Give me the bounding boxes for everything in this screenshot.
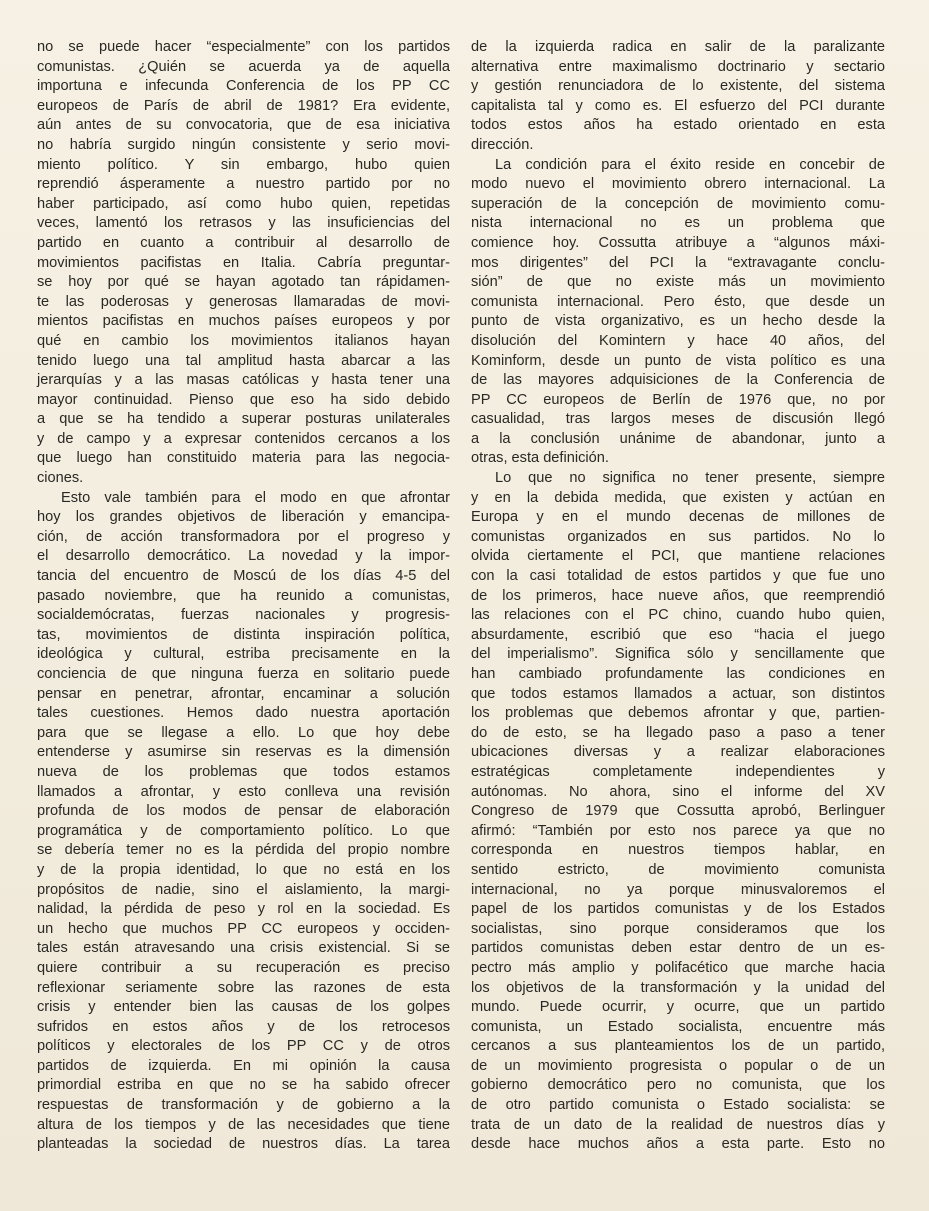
text-line: respuestas de transformación y de gobierno a la: [37, 1097, 450, 1114]
text-line: corresponda en nuestros tiempos hablar, en: [471, 842, 885, 859]
text-line: disolución del Komintern y hace 40 años, del: [471, 332, 885, 349]
text-line: tales cuestiones. Hemos dado nuestra aportación: [37, 705, 450, 722]
text-line: haber participado, así como hubo quien, repetidas: [37, 195, 450, 212]
text-line: con la casi totalidad de estos partidos y que fue uno: [471, 568, 885, 585]
text-line: desde hace muchos años a esta parte. Esto no: [471, 1136, 885, 1153]
text-line: y en la debida medida, que existen y actúan en: [471, 489, 885, 506]
text-line: los problemas que debemos afrontar y que, partien-: [471, 705, 885, 722]
text-line: se hoy por qué se hayan agotado tan rápidamen-: [37, 274, 450, 291]
text-line: mos dirigentes” del PCI la “extravagante conclu-: [471, 254, 885, 271]
text-line: quiere contribuir a su recuperación es preciso: [37, 959, 450, 976]
text-line: todos estos años ha estado orientado en esta: [471, 117, 885, 134]
text-line: afirmó: “También por esto nos parece ya que no: [471, 822, 885, 839]
text-line: comunista, un Estado socialista, encuentre más: [471, 1018, 885, 1035]
text-line: políticos y electorales de los PP CC y de otros: [37, 1038, 450, 1055]
text-line: Esto vale también para el modo en que afrontar: [61, 489, 450, 506]
text-line: tenido luego una tal amplitud hasta abarcar a las: [37, 352, 450, 369]
text-line: modo nuevo el movimiento obrero internacional. La: [471, 176, 885, 193]
text-line: europeos de París de abril de 1981? Era evidente,: [37, 97, 450, 114]
text-line: partidos de izquierda. En mi opinión la causa: [37, 1057, 450, 1074]
text-line: Lo que no significa no tener presente, siempre: [495, 470, 885, 487]
text-line: que todos estamos llamados a actuar, son distintos: [471, 685, 885, 702]
text-line: y de campo y a expresar contenidos cercanos a los: [37, 430, 450, 447]
text-line: el desarrollo democrático. La novedad y la impor-: [37, 548, 450, 565]
text-line: ideológica y cultural, estriba precisamente en la: [37, 646, 450, 663]
text-line: estratégicas completamente independientes y: [471, 763, 885, 780]
text-line: conciencia de que ninguna fuerza en solitario puede: [37, 666, 450, 682]
text-line: ubicaciones diversas y a realizar elaboraciones: [471, 744, 885, 761]
text-line: nalidad, la pérdida de peso y rol en la sociedad. Es: [37, 901, 450, 918]
text-line: partidos comunistas deben estar dentro de un es-: [471, 940, 885, 957]
text-line: pensar en penetrar, afrontar, encaminar a solución: [37, 685, 450, 702]
text-line: alternativa entre maximalismo doctrinario y sectario: [471, 58, 885, 75]
text-line: un hecho que muchos PP CC europeos y occiden-: [37, 920, 450, 937]
text-line: comunistas. ¿Quién se acuerda ya de aquella: [37, 58, 450, 75]
text-line: mundo. Puede ocurrir, y ocurre, que un partido: [471, 999, 885, 1016]
text-line: hoy los grandes objetivos de liberación y emancipa-: [37, 509, 450, 526]
text-line: dirección.: [471, 136, 534, 153]
text-line: te las poderosas y generosas llamaradas de movi-: [37, 293, 450, 310]
text-line: primordial estriba en que no se ha sabido ofrecer: [37, 1077, 450, 1094]
text-line: propósitos de nadie, sino el aislamiento, la margi-: [37, 881, 450, 898]
text-line: capitalista tal y como es. El esfuerzo del PCI durante: [471, 97, 885, 114]
text-line: importuna e infecunda Conferencia de los PP CC: [37, 78, 450, 95]
text-line: socialdemócratas, fuerzas nacionales y progresis-: [37, 607, 450, 624]
text-line: gobierno democrático pero no comunista, que los: [471, 1077, 885, 1094]
text-line: comunista internacional. Pero ésto, que desde un: [471, 293, 885, 310]
text-line: ción, de acción transformadora por el progreso y: [37, 528, 450, 545]
text-line: crisis y entender bien las causas de los golpes: [37, 999, 450, 1016]
text-line: tas, movimientos de distinta inspiración política,: [37, 626, 450, 643]
text-line: absurdamente, escribió que eso “hacia el juego: [471, 626, 885, 643]
text-line: reprendió ásperamente a nuestro partido por no: [37, 176, 450, 193]
text-line: tales están atravesando una crisis existencial. Si se: [37, 940, 450, 957]
text-line: sufridos en estos años y de los retrocesos: [37, 1018, 450, 1035]
text-line: Kominform, desde un punto de vista político es una: [471, 352, 885, 369]
text-line: no habría surgido ningún consistente y serio movi-: [37, 136, 450, 153]
text-line: para que se llegase a ello. Lo que hoy debe: [37, 724, 450, 741]
text-line: a la conclusión unánime de abandonar, junto a: [471, 430, 885, 447]
text-line: veces, lamentó los retrasos y las insuficiencias del: [37, 215, 450, 232]
text-line: no se puede hacer “especialmente” con los partidos: [37, 39, 450, 55]
right-column: [471, 38, 885, 1155]
text-line: comience hoy. Cossutta atribuye a “algunos máxi-: [471, 234, 885, 251]
text-line: socialistas, sino porque consideramos que los: [471, 920, 885, 937]
text-line: pasado noviembre, que ha reunido a comunistas,: [37, 587, 450, 604]
text-line: miento político. Y sin embargo, hubo quien: [37, 156, 450, 173]
text-line: llamados a afrontar, y esto conlleva una revisión: [37, 783, 450, 800]
text-line: partido en cuanto a contribuir al desarrollo de: [37, 234, 450, 251]
text-line: ciones.: [37, 470, 84, 487]
text-line: qué en cambio los movimientos italianos hayan: [37, 332, 450, 349]
text-line: Europa y en el mundo decenas de millones de: [471, 509, 885, 526]
text-line: papel de los partidos comunistas y de los Estados: [471, 901, 885, 918]
text-line: se debería temer no es la pérdida del propio nombre: [37, 842, 450, 859]
text-line: casualidad, tras largos meses de discusión llegó: [471, 411, 885, 428]
text-line: del imperialismo”. Significa sólo y sencillamente que: [471, 646, 885, 663]
text-line: de un movimiento progresista o popular o de un: [471, 1057, 885, 1074]
text-line: de otro partido comunista o Estado socialista: se: [471, 1097, 885, 1114]
text-line: nueva de los problemas que todos estamos: [37, 763, 450, 780]
text-line: Congreso de 1979 que Cossutta aprobó, Berlinguer: [471, 803, 885, 820]
left-column: [37, 38, 450, 1155]
text-line: otras, esta definición.: [471, 450, 609, 467]
text-line: movimientos pacifistas en Italia. Cabría preguntar-: [37, 254, 450, 271]
text-line: pectro más amplio y polifacético que marche hacia: [471, 959, 885, 976]
text-line: los objetivos de la transformación y la unidad del: [471, 979, 885, 996]
text-line: aún antes de su convocatoria, que de esa iniciativa: [37, 117, 450, 134]
text-line: reflexionar seriamente sobre las razones de esta: [37, 979, 450, 996]
text-line: comunistas organizados en sus partidos. No lo: [471, 528, 885, 545]
text-line: nista internacional no es un problema que: [471, 215, 885, 232]
text-line: planteadas la sociedad de nuestros días. La tarea: [37, 1136, 450, 1153]
text-line: autónomas. No ahora, sino el informe del XV: [471, 783, 885, 800]
text-line: mientos pacifistas en muchos países europeos y por: [37, 313, 450, 330]
text-line: superación de la concepción de movimiento comu-: [471, 195, 885, 212]
text-line: tancia del encuentro de Moscú de los días 4-5 del: [37, 568, 450, 585]
text-line: olvida ciertamente el PCI, que mantiene relaciones: [471, 548, 885, 565]
text-line: jerarquías y a las masas católicas y hasta tener una: [37, 372, 450, 389]
text-line: altura de los tiempos y de las necesidades que tiene: [37, 1116, 450, 1133]
text-line: entenderse y asumirse sin reservas es la dimensión: [37, 744, 450, 761]
text-line: de la izquierda radica en salir de la paralizante: [471, 39, 885, 55]
text-line: que luego han constituido materia para las negocia-: [37, 450, 450, 467]
text-line: punto de vista organizativo, es un hecho desde la: [471, 313, 885, 330]
text-line: de los primeros, hace nueve años, que reemprendió: [471, 587, 885, 604]
text-line: de las mayores adquisiciones de la Conferencia de: [471, 372, 885, 389]
text-line: sión” de que no existe más un movimiento: [471, 274, 885, 291]
text-line: do de esto, se ha llegado paso a paso a tener: [471, 724, 885, 741]
text-line: y gestión renunciadora de lo existente, del sistema: [471, 78, 885, 95]
text-line: mayor continuidad. Pienso que eso ha sido debido: [37, 391, 450, 408]
text-line: trata de un dato de la realidad de nuestros días y: [471, 1116, 885, 1133]
text-line: profunda de los modos de pensar de elaboración: [37, 803, 450, 820]
text-line: La condición para el éxito reside en concebir de: [495, 156, 885, 173]
text-line: programática y de comportamiento político. Lo que: [37, 822, 450, 839]
text-line: cercanos a sus planteamientos los de un partido,: [471, 1038, 885, 1055]
text-line: y de la propia identidad, lo que no está en los: [37, 861, 450, 878]
text-line: internacional, no ya porque minusvaloremos el: [471, 881, 885, 898]
text-line: han cambiado profundamente las condiciones en: [471, 666, 885, 682]
text-line: sentido estricto, de movimiento comunista: [471, 861, 885, 878]
text-line: a que se ha tendido a superar posturas unilaterales: [37, 411, 450, 428]
text-line: PP CC europeos de Berlín de 1976 que, no por: [471, 391, 885, 408]
text-line: las relaciones con el PC chino, cuando hubo quien,: [471, 607, 885, 624]
